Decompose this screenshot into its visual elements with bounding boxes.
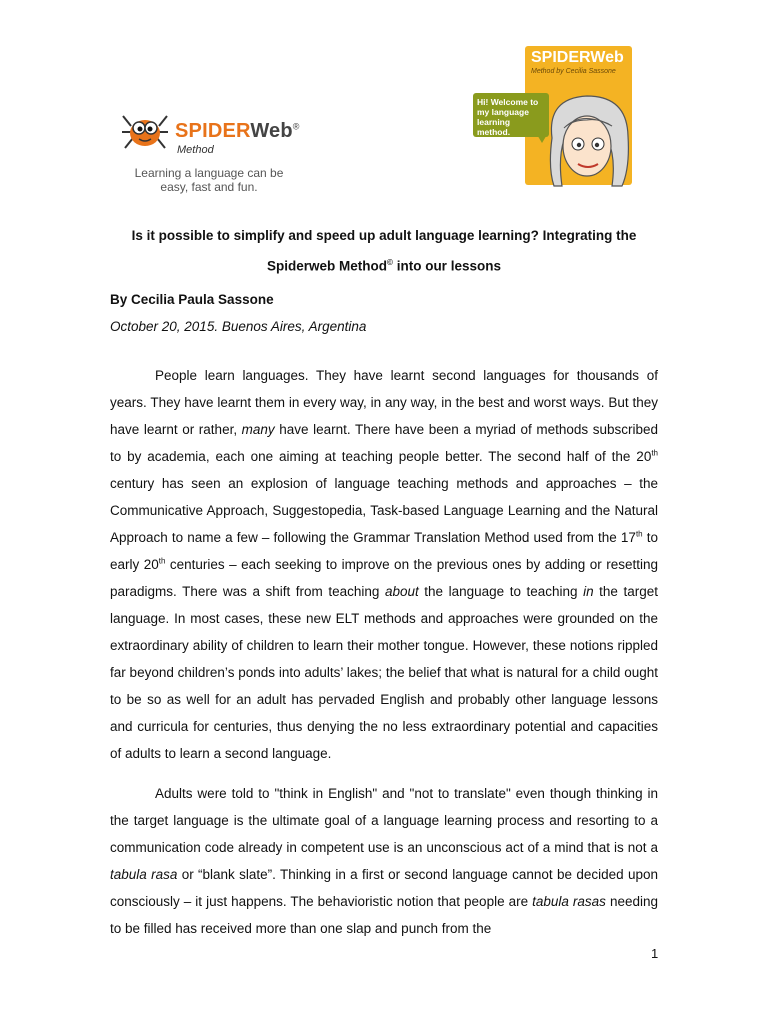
p1-emphasis-2: about — [384, 584, 419, 599]
spiderweb-logo — [117, 100, 307, 195]
p2-emphasis-2: tabula rasas — [532, 894, 606, 909]
copyright-mark: © — [387, 258, 393, 267]
title-line2-part1: Spiderweb Method — [267, 258, 388, 274]
p2-text-2: or “blank slate”. Thinking in a first or second language cannot be decided upon consciously – it just happens. The behavioristic notion that people are — [110, 867, 658, 909]
p2-text-3: needing to be filled has received more than one slap and punch from the — [110, 894, 658, 936]
title-line1: Is it possible to simplify and speed up adult language learning? Integrating the — [131, 228, 637, 243]
p1-text-4: to early 20 — [110, 530, 658, 572]
promo-method: Method by Cecilia Sassone — [531, 68, 616, 75]
p1-text-6: the language to teaching — [418, 584, 584, 599]
registered-mark: ® — [292, 121, 300, 132]
title-line2 — [110, 249, 658, 280]
p1-text-7: the target language. In most cases, these new ELT methods and approaches were grounded on the extraordinary ability of children to learn their mother tongue. However, these notions rippled far beyond children’s ponds into adults’ lakes; the belief that what is natural for a child ought to be so as well for an adult has pervaded English and probably other language lessons and curricula for centuries, thus denying the no less extraordinary potential and capacities of adults to learn a second language. — [110, 584, 658, 761]
document-title — [110, 222, 658, 280]
p1-text-5: centuries – each seeking to improve on the previous ones by adding or resetting paradigms. There was a shift from teaching — [110, 557, 658, 599]
p2-emphasis-1: tabula rasa — [110, 867, 178, 882]
promo-brand-spider: SPIDER — [531, 49, 591, 66]
p1-emphasis-1: many — [241, 422, 275, 437]
p1-emphasis-3: in — [583, 584, 594, 599]
spider-icon — [121, 106, 169, 154]
body-paragraph-1 — [110, 362, 658, 767]
logo-tagline — [117, 166, 301, 194]
date-line: October 20, 2015. Buenos Aires, Argentina — [110, 319, 367, 334]
p1-text-1: People learn languages. They have learnt second languages for thousands of years. They have learnt them in every way, in any way, in the best and worst ways. But they have learnt or rather, — [110, 368, 658, 437]
logo-tagline-line2: easy, fast and fun. — [160, 180, 258, 194]
p2-text-1: Adults were told to "think in English" and "not to translate" even though thinking in the target language is the ultimate goal of a language learning process and resorting to a communication code already in competent use is an unconscious act of a mind that is not a — [110, 786, 658, 855]
teacher-illustration — [542, 88, 634, 188]
promo-brand — [531, 50, 624, 66]
body-paragraph-2 — [110, 780, 658, 942]
welcome-bubble-tail — [536, 133, 548, 143]
title-line2-part2: into our lessons — [392, 258, 501, 274]
logo-brand-web: Web — [250, 120, 293, 142]
p1-superscript-3: th — [158, 556, 166, 566]
logo-tagline-line1: Learning a language can be — [134, 166, 284, 180]
logo-brand — [175, 120, 300, 143]
logo-method: Method — [177, 144, 214, 156]
page-number: 1 — [651, 946, 659, 961]
author-line: By Cecilia Paula Sassone — [110, 292, 274, 307]
logo-brand-spider: SPIDER — [175, 120, 251, 142]
p1-text-3: century has seen an explosion of language teaching methods and approaches – the Communicative Approach, Suggestopedia, Task-based Language Learning and the Natural Approach to name a few – following the Grammar Translation Method used from the 17 — [110, 476, 658, 545]
welcome-bubble: Hi! Welcome to my language learning method. — [473, 93, 549, 137]
promo-brand-web: Web — [590, 49, 624, 66]
p1-text-2: have learnt. There have been a myriad of methods subscribed to by academia, each one aiming at teaching people better. The second half of the 20 — [110, 422, 659, 464]
p1-superscript-1: th — [651, 448, 658, 458]
p1-superscript-2: th — [635, 529, 643, 539]
